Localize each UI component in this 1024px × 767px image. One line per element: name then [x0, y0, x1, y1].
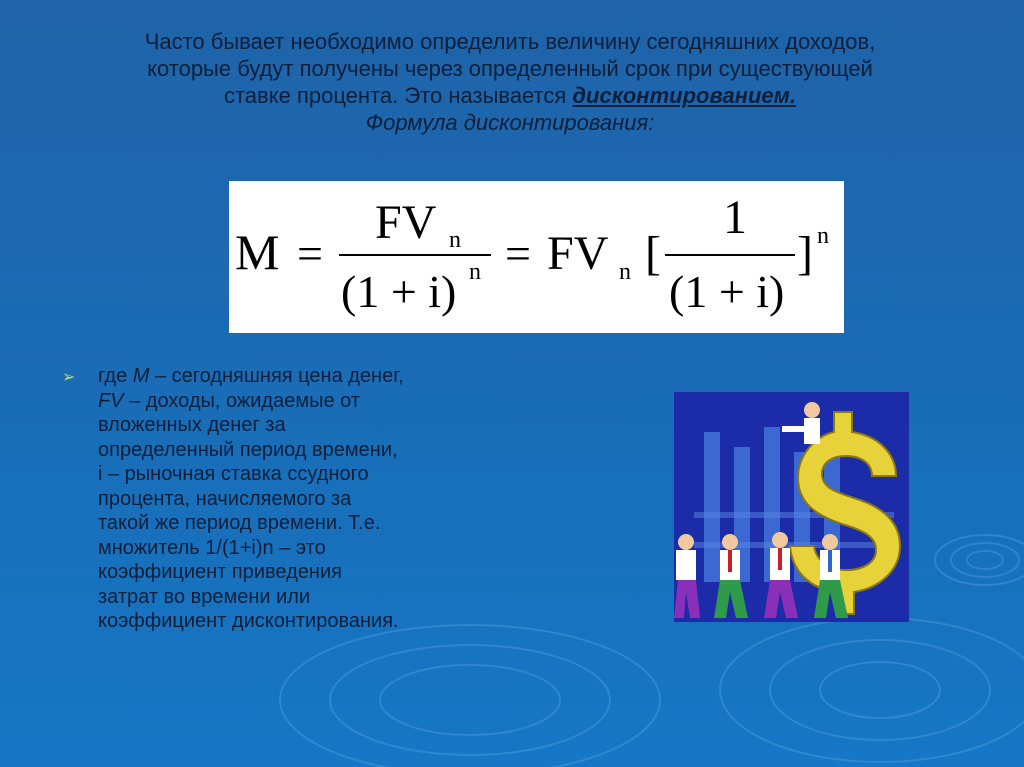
bullet-line: затрат во времени или [98, 585, 311, 608]
definitions-bullet [62, 364, 532, 634]
bullet-line: процента, начисляемого за [98, 487, 352, 510]
discounting-term: дисконтированием. [572, 83, 797, 108]
formula-eq-2: = [505, 228, 531, 279]
title-line-3-prefix: ставке процента. Это называется [223, 83, 573, 108]
bullet-line: коэффициент дисконтирования. [98, 610, 399, 632]
bullet-text [98, 364, 532, 634]
title-line-3 [60, 82, 960, 109]
bullet-line: i – рыночная ставка ссудного [98, 463, 369, 485]
bullet-line: коэффициент приведения [98, 561, 342, 583]
bullet-line: FV – доходы, ожидаемые от [98, 389, 360, 412]
title-line-2: которые будут получены через определенный срок при существующей [147, 56, 873, 81]
formula-den-2: (1 + i) [669, 266, 785, 317]
formula-num-1-sub: n [449, 227, 461, 253]
formula-den-1: (1 + i) [341, 266, 457, 317]
formula-num-2: 1 [723, 191, 747, 244]
formula-eq-1: = [297, 228, 323, 279]
formula-lhs: M [235, 224, 280, 280]
bullet-line: множитель 1/(1+i)n – это [98, 536, 326, 559]
discount-formula [229, 181, 844, 333]
slide-title [60, 28, 960, 136]
title-line-1: Часто бывает необходимо определить величину сегодняшних доходов, [144, 29, 876, 54]
formula-mid: FV [547, 227, 609, 280]
formula-mid-sub: n [619, 259, 631, 285]
bullet-line: определенный период времени, [98, 438, 398, 461]
var-fv: FV [98, 389, 124, 412]
formula-rbracket: ] [797, 227, 813, 280]
business-people-dollar-icon [674, 392, 909, 622]
bullet-line: где M – сегодняшняя цена денег, [98, 365, 404, 387]
bullet-line: такой же период времени. Т.е. [98, 512, 381, 534]
formula-den-1-sup: n [469, 259, 481, 285]
bullet-line: вложенных денег за [98, 414, 286, 436]
formula-rbracket-sup: n [817, 223, 829, 249]
formula-subtitle: Формула дисконтирования: [365, 110, 655, 135]
formula-lbracket: [ [645, 227, 661, 280]
bullet-arrow-icon: ➢ [62, 369, 76, 386]
var-m: M [132, 365, 150, 387]
formula-num-1: FV [375, 196, 437, 249]
